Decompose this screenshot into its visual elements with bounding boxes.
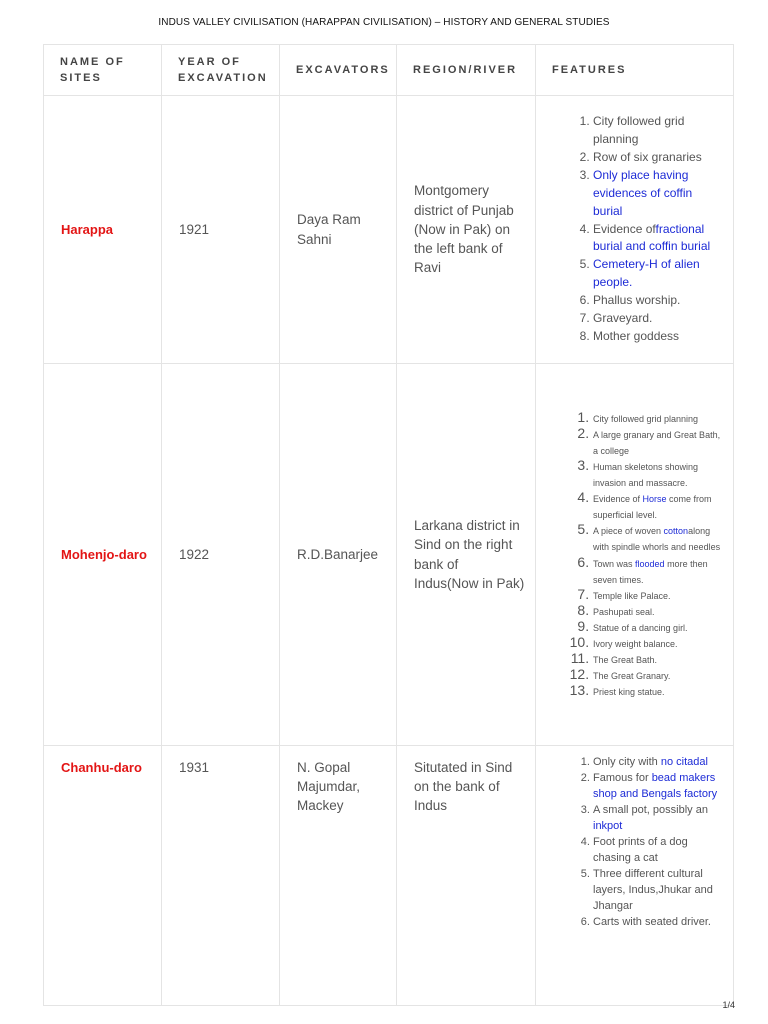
feature-item xyxy=(593,667,721,683)
feature-item xyxy=(593,426,721,458)
region-river: Larkana district in Sind on the right bank of Indus(Now in Pak) xyxy=(414,518,525,591)
feature-highlight: Cemetery-H of alien people. xyxy=(593,257,700,290)
year-cell xyxy=(162,96,280,364)
table-row-harappa xyxy=(44,96,734,364)
feature-highlight: no citadal xyxy=(660,756,708,768)
site-name-cell xyxy=(44,364,162,746)
feature-item xyxy=(593,149,721,167)
features-cell xyxy=(536,96,734,364)
document-title: INDUS VALLEY CIVILISATION (HARAPPAN CIVILISATION) – HISTORY AND GENERAL STUDIES xyxy=(158,17,610,28)
feature-item xyxy=(593,587,721,603)
feature-highlight: Only place having evidences of coffin burial xyxy=(593,167,693,218)
features-list xyxy=(536,113,733,346)
feature-item xyxy=(593,802,721,834)
site-name-cell xyxy=(44,746,162,1006)
feature-highlight: bead makers shop and Bengals factory xyxy=(593,772,718,800)
feature-text: Mother goddess xyxy=(593,328,680,343)
feature-item xyxy=(593,754,721,770)
header-excavators: EXCAVATORS xyxy=(280,45,397,96)
site-name: Harappa xyxy=(61,222,114,237)
excavators-cell xyxy=(280,746,397,1006)
region-cell xyxy=(397,364,536,746)
feature-text: more then seven times. xyxy=(593,558,708,585)
site-name: Chanhu-daro xyxy=(61,760,142,775)
feature-item xyxy=(593,256,721,292)
feature-item xyxy=(593,522,721,554)
header-name-of-sites: NAME OF SITES xyxy=(44,45,162,96)
year-cell xyxy=(162,746,280,1006)
feature-highlight: inkpot xyxy=(593,820,623,832)
feature-item xyxy=(593,555,721,587)
feature-item xyxy=(593,328,721,346)
table-row-mohenjo-daro xyxy=(44,364,734,746)
site-name-cell xyxy=(44,96,162,364)
feature-item xyxy=(593,619,721,635)
feature-item xyxy=(593,458,721,490)
feature-text: Famous for xyxy=(593,772,652,784)
feature-item xyxy=(593,310,721,328)
feature-text: A large granary and Great Bath, a college xyxy=(593,429,721,456)
feature-text: Temple like Palace. xyxy=(593,590,671,601)
feature-item xyxy=(593,490,721,522)
feature-item xyxy=(593,914,721,930)
page-number: 1/4 xyxy=(722,1000,735,1010)
feature-text: City followed grid planning xyxy=(593,114,685,147)
region-cell xyxy=(397,746,536,1006)
excavators-cell xyxy=(280,364,397,746)
feature-text: Pashupati seal. xyxy=(593,606,655,617)
feature-text: A piece of woven xyxy=(593,526,664,537)
features-cell xyxy=(536,746,734,1006)
excavation-sites-table xyxy=(43,44,734,1006)
feature-highlight: fractional burial and coffin burial xyxy=(593,221,711,254)
header-year-of-excavation: YEAR OF EXCAVATION xyxy=(162,45,280,96)
year-cell xyxy=(162,364,280,746)
excavators: N. Gopal Majumdar, Mackey xyxy=(297,760,361,814)
feature-text: Evidence of xyxy=(593,221,656,236)
feature-highlight: flooded xyxy=(635,558,665,569)
feature-item xyxy=(593,603,721,619)
features-list xyxy=(536,754,733,930)
feature-text: City followed grid planning xyxy=(593,413,699,424)
excavators-cell xyxy=(280,96,397,364)
feature-item xyxy=(593,866,721,914)
region-river: Situtated in Sind on the bank of Indus xyxy=(414,760,513,814)
feature-item xyxy=(593,770,721,802)
excavation-year: 1922 xyxy=(179,546,210,562)
feature-text: Foot prints of a dog chasing a cat xyxy=(593,836,688,864)
feature-text: The Great Granary. xyxy=(593,671,671,682)
feature-text: Carts with seated driver. xyxy=(593,916,711,928)
feature-text: Row of six granaries xyxy=(593,149,702,164)
feature-text: Ivory weight balance. xyxy=(593,638,678,649)
feature-text: Only city with xyxy=(593,756,661,768)
excavators: Daya Ram Sahni xyxy=(297,212,361,247)
feature-text: Statue of a dancing girl. xyxy=(593,622,688,633)
feature-item xyxy=(593,113,721,149)
header-features: FEATURES xyxy=(536,45,734,96)
excavation-year: 1931 xyxy=(179,760,210,775)
feature-item xyxy=(593,167,721,221)
table-header-row xyxy=(44,45,734,96)
features-list xyxy=(536,410,733,700)
excavators: R.D.Banarjee xyxy=(297,546,379,562)
feature-item xyxy=(593,292,721,310)
feature-text: Three different cultural layers, Indus,Jhukar and Jhangar xyxy=(593,868,713,912)
feature-item xyxy=(593,834,721,866)
table-row-chanhu-daro xyxy=(44,746,734,1006)
features-cell xyxy=(536,364,734,746)
feature-item xyxy=(593,651,721,667)
region-cell xyxy=(397,96,536,364)
excavation-year: 1921 xyxy=(179,221,210,237)
region-river: Montgomery district of Punjab (Now in Pak) on the left bank of Ravi xyxy=(414,183,514,276)
feature-item xyxy=(593,221,721,257)
feature-item xyxy=(593,410,721,426)
feature-highlight: cotton xyxy=(663,526,689,537)
feature-highlight: Horse xyxy=(642,494,667,505)
feature-text: Phallus worship. xyxy=(593,293,681,308)
feature-text: Evidence of xyxy=(593,494,643,505)
feature-text: Graveyard. xyxy=(593,311,653,326)
feature-item xyxy=(593,635,721,651)
feature-text: Priest king statue. xyxy=(593,687,665,698)
feature-text: The Great Bath. xyxy=(593,655,658,666)
feature-text: A small pot, possibly an xyxy=(593,804,708,816)
feature-text: along with spindle whorls and needles xyxy=(593,526,721,553)
header-region-river: REGION/RIVER xyxy=(397,45,536,96)
feature-text: Human skeletons showing invasion and massacre. xyxy=(593,461,699,489)
feature-text: come from superficial level. xyxy=(593,494,712,521)
feature-text: Town was xyxy=(593,558,636,569)
feature-item xyxy=(593,683,721,699)
site-name: Mohenjo-daro xyxy=(61,547,147,562)
